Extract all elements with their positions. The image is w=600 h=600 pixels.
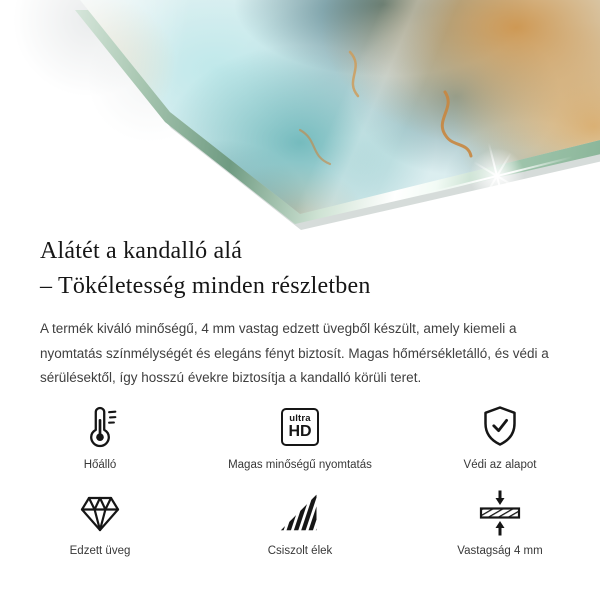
product-description-section [0,234,600,557]
feature-item-heat-resistant [0,403,200,471]
feature-label: Védi az alapot [463,458,537,471]
diamond-icon [76,489,124,537]
feature-item-protects-base [400,403,600,471]
feature-label: Csiszolt élek [267,544,333,557]
feature-label: Hőálló [83,458,117,471]
title-line-2: – Tökéletesség minden részletben [40,273,371,299]
thermometer-icon [77,403,123,451]
shield-check-icon [476,403,524,451]
product-description: A termék kiváló minőségű, 4 mm vastag edzett üvegből készült, amely kiemeli a nyomtatás színmélységét és elegáns fényt biztosít. Magas hőmérsékletálló, és védi a sérülésektől, így hosszú évekre biztosítja a kandalló körüli teret. [40,321,549,385]
feature-label: Magas minőségű nyomtatás [228,458,372,471]
ultra-hd-badge-top: ultra [289,413,311,424]
feature-item-thickness [400,489,600,557]
thickness-icon [476,489,524,537]
feature-label: Edzett üveg [69,544,131,557]
product-image [0,0,600,230]
feature-item-tempered-glass [0,489,200,557]
ultra-hd-icon [281,403,319,451]
ultra-hd-badge-bottom: HD [288,423,312,440]
feature-item-ultra-hd-print [200,403,400,471]
features-grid [0,403,600,557]
feature-item-polished-edges [200,489,400,557]
polished-edges-icon [277,489,323,537]
feature-label: Vastagság 4 mm [457,544,543,557]
title-line-1: Alátét a kandalló alá [40,238,243,264]
page-title [40,234,560,304]
